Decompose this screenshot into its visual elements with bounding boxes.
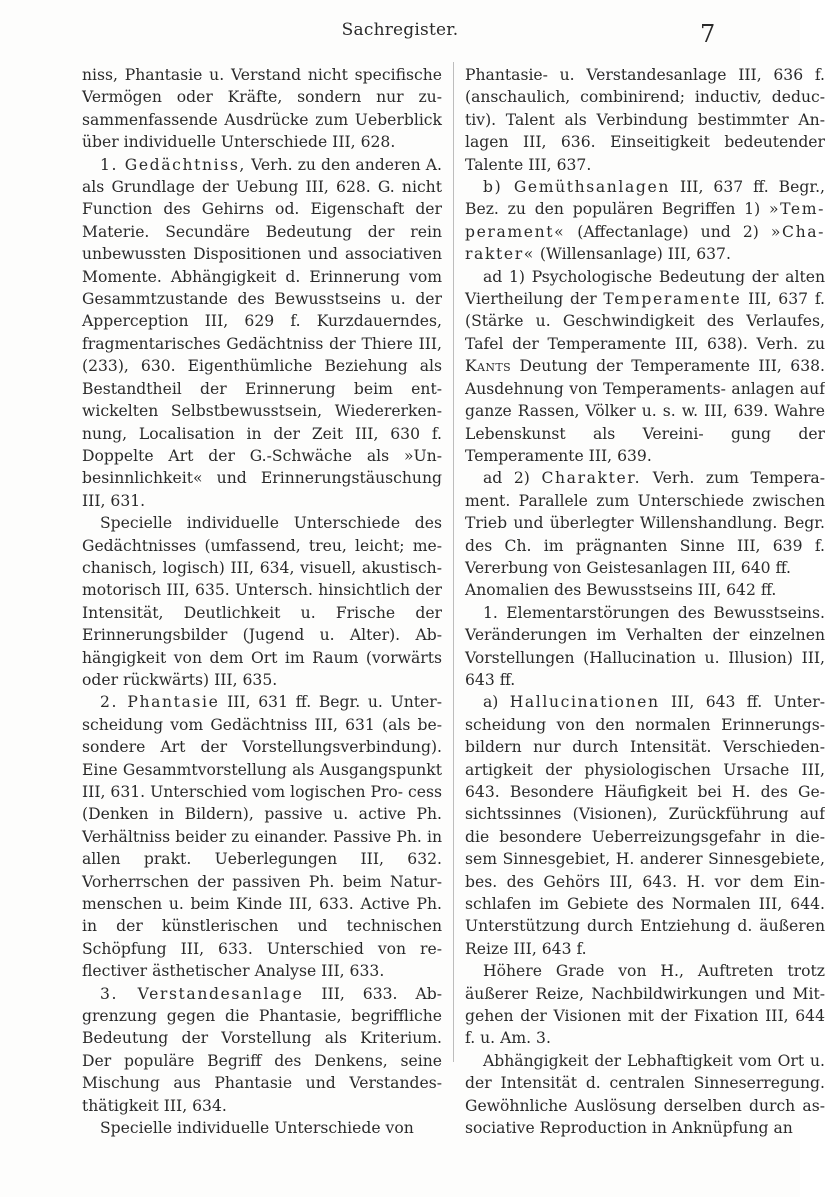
paragraph-text: III, 637 ff. Begr., Bez. zu den populären Begriffen 1): [465, 178, 825, 219]
paragraph-text: (Affectanlage) und 2): [565, 222, 771, 241]
author-name: Kants: [465, 357, 512, 376]
paragraph: niss, Phantasie u. Verstand nicht specifische Vermögen oder Kräfte, sondern nur zu- sammenfassende Ausdrücke zum Ueberblick über individuelle Unterschiede III, 628.: [82, 66, 442, 152]
paragraph: [465, 176, 825, 266]
paragraph: [82, 983, 442, 1117]
paragraph: Specielle individuelle Unterschiede des Gedächtnisses (umfassend, treu, leicht; me- chanisch, logisch) III, 634, visuell, akustisch- motorisch III, 635. Untersch. hinsichtlich der Intensität, Deutlichkeit u. Frische der Erinnerungsbilder (Jugend u. Alter). Ab- hängigkeit von dem Ort im Raum (vorwärts oder rückwärts) III, 635.: [82, 514, 442, 689]
left-column: [82, 64, 442, 1140]
emphasis-term: Temperamente: [603, 290, 742, 309]
paragraph-text: III, 637 f. (Stärke u. Geschwindigkeit des Verlaufes, Tafel der Temperamente III, 638). Verh. zu: [465, 290, 825, 353]
section-heading: 3. Verstandesanlage: [100, 984, 304, 1003]
emphasis-term: Charakter.: [541, 469, 642, 488]
paragraph: [82, 154, 442, 513]
paragraph: [465, 467, 825, 579]
section-heading: 2. Phantasie: [100, 693, 220, 712]
paragraph-text: (Willensanlage) III, 637.: [534, 245, 731, 264]
paragraph: Höhere Grade von H., Auftreten trotz äußerer Reize, Nachbildwirkungen und Mit- gehen der Visionen mit der Fixation III, 644 f. u. Am. 3.: [465, 962, 825, 1048]
section-heading: 1. Gedächtniss,: [100, 155, 246, 174]
emphasis-term: »Tem- perament«: [465, 200, 825, 241]
emphasis-term: Hallucinationen: [509, 693, 660, 712]
paragraph-text: III, 643 ff. Unter- scheidung von den normalen Erinnerungs- bildern nur durch Intensität. Verschieden- artigkeit der physiologischen Ursache III, 643. Besondere Häufigkeit bei H. des Ge- sichtssinnes (Visionen), Zurückführung auf die besondere Ueberreizungsgefahr in die- sem Sinnesgebiet, H. anderer Sinnesgebiete, bes. des Gehörs III, 643. H. vor dem Ein- schlafen im Gebiete des Normalen III, 644. Unterstützung durch Entziehung d. äußeren Reize III, 643 f.: [465, 693, 825, 958]
page-number: 7: [700, 20, 716, 48]
paragraph: [465, 266, 825, 468]
paragraph-text: III, 633. Ab- grenzung gegen die Phantasie, begriffliche Bedeutung der Vorstellung als Kriterium. Der populäre Begriff des Denkens, seine Mischung aus Phantasie und Verstandes- thätigkeit III, 634.: [82, 984, 442, 1115]
paragraph: Phantasie- u. Verstandesanlage III, 636 f. (anschaulich, combinirend; inductiv, deduc- tiv). Talent als Verbindung bestimmter An- lagen III, 636. Einseitigkeit bedeutender Talente III, 637.: [465, 66, 825, 174]
paragraph-text: III, 631 ff. Begr. u. Unter- scheidung vom Gedächtniss III, 631 (als be- sondere Art der Vorstellungsverbindung). Eine Gesammtvorstellung als Ausgangspunkt III, 631. Unterschied vom logischen Pro- cess (Denken in Bildern), passive u. active Ph. Verhältniss beider zu einander. Passive Ph. in allen prakt. Ueberlegungen III, 632. Vorherrschen der passiven Ph. beim Natur- menschen u. beim Kinde III, 633. Active Ph. in der künstlerischen und technischen Schöpfung III, 633. Unterschied von re- flectiver ästhetischer Analyse III, 633.: [82, 693, 442, 981]
paragraph: [465, 602, 825, 692]
paragraph-text: Veränderungen im Verhalten der einzelnen Vorstellungen (Hallucination u. Illusion) III, 643 ff.: [465, 626, 825, 689]
paragraph-text: ad 1) Psychologische Bedeutung der alten Viertheilung der: [465, 267, 825, 309]
paragraph-text: Verh. zu den anderen A. als Grundlage der Uebung III, 628. G. nicht Function des Gehirns od. Eigenschaft der Materie. Secundäre Bedeutung der rein unbewussten Dispositionen und associativen Momente. Abhängigkeit d. Erinnerung vom Gesammtzustande des Bewusstseins u. der Apperception III, 629 f. Kurzdauerndes, fragmentarisches Gedächtniss der Thiere III, (233), 630. Eigenthümliche Beziehung als Bestandtheil der Erinnerung beim ent- wickelten Selbstbewusstsein, Wiedererken- nung, Localisation in der Zeit III, 630 f. Doppelte Art der G.-Schwäche als »Un- besinnlichkeit« und Erinnerungstäuschung III, 631.: [82, 155, 442, 510]
paragraph-text: Deutung der Temperamente III, 638. Ausdehnung von Temperaments- anlagen auf ganze Rassen, Völker u. s. w. III, 639. Wahre Lebenskunst als Vereini- gung der Temperamente III, 639.: [465, 357, 825, 465]
emphasis-term: »Cha- rakter«: [465, 222, 825, 264]
column-divider: [453, 62, 454, 1062]
section-heading: 1. Elementarstörungen des Bewusstseins.: [483, 603, 825, 622]
paragraph: [465, 691, 825, 960]
paragraph-text: Verh. zum Tempera- ment. Parallele zum Unterschiede zwischen Trieb und überlegter Willenshandlung. Begr. des Ch. im prägnanten Sinne III, 639 f. Vererbung von Geistesanlagen III, 640 ff.: [465, 469, 825, 577]
paragraph: Abhängigkeit der Lebhaftigkeit vom Ort u. der Intensität d. centralen Sinneserregung. Gewöhnliche Auslösung derselben durch as- sociative Reproduction in Anknüpfung an: [465, 1051, 825, 1138]
paragraph: Anomalien des Bewusstseins III, 642 ff.: [465, 581, 777, 600]
paragraph: Specielle individuelle Unterschiede von: [100, 1119, 414, 1138]
paragraph-text: ad 2): [483, 469, 542, 488]
paragraph-text: a): [483, 693, 510, 712]
page-header-title: Sachregister.: [341, 20, 459, 40]
paragraph: [82, 691, 442, 982]
section-heading: b) Gemüthsanlagen: [483, 178, 670, 197]
right-column: [465, 64, 825, 1140]
